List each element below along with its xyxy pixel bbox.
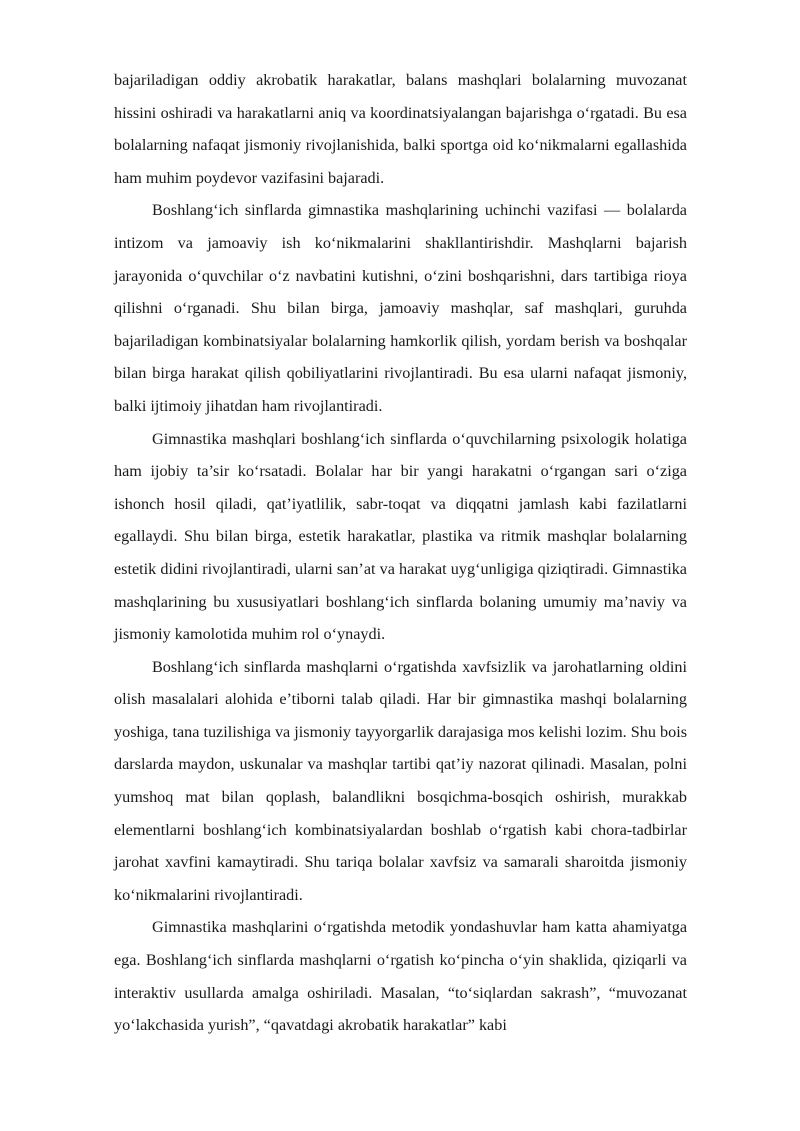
paragraph-5: Gimnastika mashqlarini o‘rgatishda metodik yondashuvlar ham katta ahamiyatga ega. Boshlang‘ich sinflarda mashqlarni o‘rgatish ko‘pincha o‘yin shaklida, qiziqarli va interaktiv usullarda amalga oshiriladi. Masalan, “to‘siqlardan sakrash”, “muvozanat yo‘lakchasida yurish”, “qavatdagi akrobatik harakatlar” kabi (114, 918, 687, 1035)
paragraph-1: bajariladigan oddiy akrobatik harakatlar, balans mashqlari bolalarning muvozanat hissini oshiradi va harakatlarni aniq va koordinatsiyalangan bajarishga o‘rgatadi. Bu esa bolalarning nafaqat jismoniy rivojlanishida, balki sportga oid ko‘nikmalarni egallashida ham muhim poydevor vazifasini bajaradi. (114, 71, 687, 187)
document-page (114, 64, 687, 1042)
paragraph-3: Gimnastika mashqlari boshlang‘ich sinflarda o‘quvchilarning psixologik holatiga ham ijobiy ta’sir ko‘rsatadi. Bolalar har bir yangi harakatni o‘rgangan sari o‘ziga ishonch hosil qiladi, qat’iyatlilik, sabr-toqat va diqqatni jamlash kabi fazilatlarni egallaydi. Shu bilan birga, estetik harakatlar, plastika va ritmik mashqlar bolalarning estetik didini rivojlantiradi, ularni san’at va harakat uyg‘unligiga qiziqtiradi. Gimnastika mashqlarining bu xususiyatlari boshlang‘ich sinflarda bolaning umumiy ma’naviy va jismoniy kamolotida muhim rol o‘ynaydi. (114, 429, 687, 644)
paragraph-2: Boshlang‘ich sinflarda gimnastika mashqlarining uchinchi vazifasi — bolalarda intizom va jamoaviy ish ko‘nikmalarini shakllantirishdir. Mashqlarni bajarish jarayonida o‘quvchilar o‘z navbatini kutishni, o‘zini boshqarishni, dars tartibiga rioya qilishni o‘rganadi. Shu bilan birga, jamoaviy mashqlar, saf mashqlari, guruhda bajariladigan kombinatsiyalar bolalarning hamkorlik qilish, yordam berish va boshqalar bilan birga harakat qilish qobiliyatlarini rivojlantiradi. Bu esa ularni nafaqat jismoniy, balki ijtimoiy jihatdan ham rivojlantiradi. (114, 201, 687, 415)
paragraph-4: Boshlang‘ich sinflarda mashqlarni o‘rgatishda xavfsizlik va jarohatlarning oldini olish masalalari alohida e’tiborni talab qiladi. Har bir gimnastika mashqi bolalarning yoshiga, tana tuzilishiga va jismoniy tayyorgarlik darajasiga mos kelishi lozim. Shu bois darslarda maydon, uskunalar va mashqlar tartibi qat’iy nazorat qilinadi. Masalan, polni yumshoq mat bilan qoplash, balandlikni bosqichma-bosqich oshirish, murakkab elementlarni boshlang‘ich kombinatsiyalardan boshlab o‘rgatish kabi chora-tadbirlar jarohat xavfini kamaytiradi. Shu tariqa bolalar xavfsiz va samarali sharoitda jismoniy ko‘nikmalarini rivojlantiradi. (114, 657, 687, 904)
